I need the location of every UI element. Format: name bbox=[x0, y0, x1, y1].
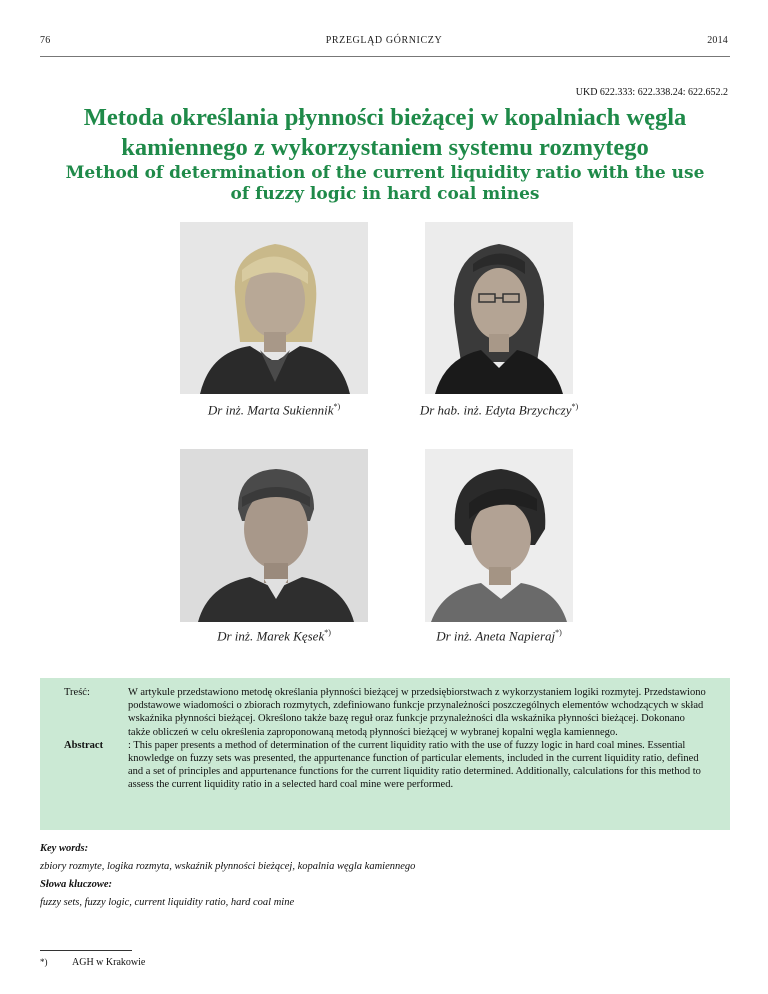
title-english-line-2: of fuzzy logic in hard coal mines bbox=[230, 184, 540, 204]
publication-year: 2014 bbox=[707, 35, 728, 46]
abstract-english-label: Abstract bbox=[64, 739, 104, 751]
page-number: 76 bbox=[40, 35, 51, 46]
keywords-text: zbiory rozmyte, logika rozmyta, wskaźnik płynności bieżącej, kopalnia węgla kamiennego bbox=[40, 861, 416, 872]
title-english-line-1: Method of determination of the current liquidity ratio with the use bbox=[65, 163, 705, 183]
author-caption-sukiennik bbox=[160, 402, 388, 418]
title-english bbox=[40, 163, 730, 205]
author-name: Dr hab. inż. Edyta Brzychczy bbox=[419, 402, 572, 418]
title-polish-line-2: kamiennego z wykorzystaniem systemu rozmytego bbox=[121, 134, 649, 161]
author-name: Dr inż. Marek Kęsek bbox=[217, 628, 325, 644]
abstract-english-text: : This paper presents a method of determination of the current liquidity ratio with the use of fuzzy logic in hard coal mines. Essential knowledge on fuzzy sets was presented, the appurtenance function of particular elements, included in the current liquidity ratio, defined and a set of principles and appurtenance functions for the current liquidity ratio determined. Additionally, calculations for this method to assess the current liquidity ratio in a selected hard coal mine were performed. bbox=[128, 739, 701, 791]
keywords-polish-text: fuzzy sets, fuzzy logic, current liquidity ratio, hard coal mine bbox=[40, 897, 295, 908]
affiliation-mark: *) bbox=[571, 402, 579, 411]
keywords-polish-label: Słowa kluczowe: bbox=[40, 879, 113, 890]
keywords-label: Key words: bbox=[40, 843, 89, 854]
footnote-text: AGH w Krakowie bbox=[72, 957, 146, 968]
affiliation-mark: *) bbox=[333, 402, 341, 411]
journal-name: PRZEGLĄD GÓRNICZY bbox=[325, 35, 443, 46]
author-photo-brzychczy bbox=[425, 222, 573, 394]
author-photo-kesek bbox=[180, 449, 368, 622]
footnote-rule bbox=[40, 950, 132, 951]
abstract-polish-label: Treść: bbox=[64, 687, 90, 698]
author-caption-kesek bbox=[160, 628, 388, 644]
abstract-polish-text: W artykule przedstawiono metodę określania płynności bieżącej w przedsiębiorstwach z wykorzystaniem logiki rozmytej. Przedstawiono podstawowe wiadomości o zbiorach rozmytych, zdefiniowano funkcje przynależności poszczególnych elementów wchodzących w skład wskaźnika płynności bieżącej. Określono także bazę reguł oraz funkcje przynależności dla wskaźnika płynności bieżącej. Dokonano także obliczeń w celu określenia zaproponowaną metodą płynności bieżącej w wybranej kopalni węgla kamiennego. bbox=[128, 687, 706, 738]
abstract-english bbox=[64, 739, 706, 792]
footnote bbox=[40, 957, 145, 968]
author-name: Dr inż. Aneta Napieraj bbox=[436, 628, 556, 644]
abstract-polish bbox=[64, 686, 706, 739]
keywords-section bbox=[40, 840, 730, 912]
author-caption-brzychczy bbox=[390, 402, 608, 418]
title-polish bbox=[40, 103, 730, 163]
title-polish-line-1: Metoda określania płynności bieżącej w kopalniach węgla bbox=[83, 104, 687, 131]
author-photo-sukiennik bbox=[180, 222, 368, 394]
affiliation-mark: *) bbox=[555, 628, 562, 637]
ukd-classification: UKD 622.333: 622.338.24: 622.652.2 bbox=[575, 87, 728, 98]
author-caption-napieraj bbox=[390, 628, 608, 644]
header-rule bbox=[40, 56, 730, 57]
affiliation-mark: *) bbox=[324, 628, 331, 637]
author-name: Dr inż. Marta Sukiennik bbox=[207, 402, 334, 418]
author-photo-napieraj bbox=[425, 449, 573, 622]
footnote-mark: *) bbox=[40, 957, 48, 967]
abstract-box bbox=[40, 678, 730, 830]
